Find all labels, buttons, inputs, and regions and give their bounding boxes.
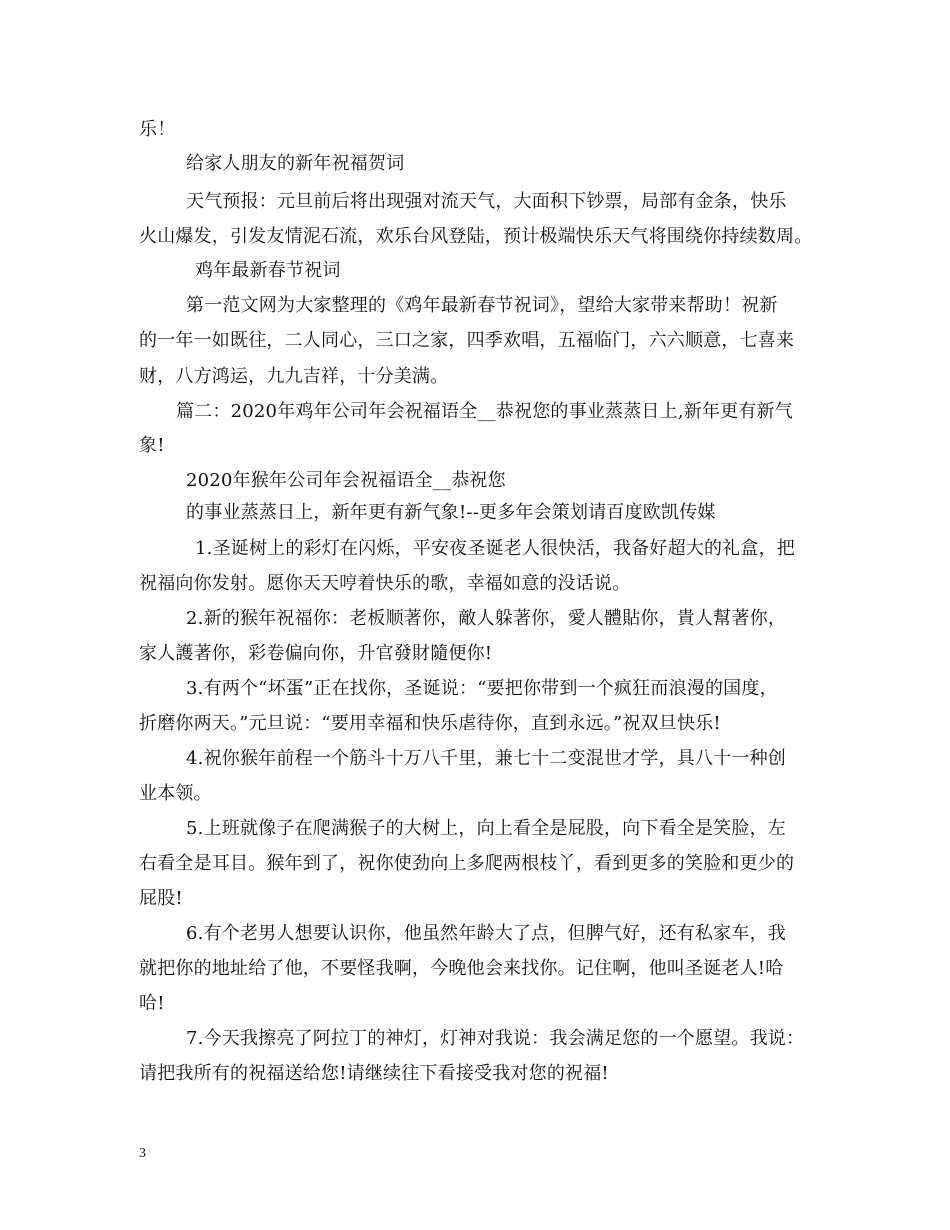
section-heading: 鸡年最新春节祝词 <box>195 260 341 281</box>
page-number: 3 <box>139 1146 146 1161</box>
text-line: 哈! <box>139 993 165 1014</box>
text-line: 屁股! <box>139 888 183 909</box>
list-item: 7.今天我擦亮了阿拉丁的神灯，灯神对我说：我会满足您的一个愿望。我说： <box>186 1028 805 1049</box>
text-line: 右看全是耳目。猴年到了，祝你使劲向上多爬两根枝丫，看到更多的笑脸和更少的 <box>139 853 795 874</box>
text-line: 篇二：2020年鸡年公司年会祝福语全__恭祝您的事业蒸蒸日上,新年更有新气 <box>176 401 793 422</box>
text-line: 折磨你两天。”元旦说：“要用幸福和快乐虐待你，直到永远。”祝双旦快乐! <box>139 713 721 734</box>
list-item: 6.有个老男人想要认识你，他虽然年龄大了点，但脾气好，还有私家车，我 <box>186 923 786 944</box>
section-heading: 给家人朋友的新年祝福贺词 <box>186 153 405 174</box>
text-line: 请把我所有的祝福送给您!请继续往下看接受我对您的祝福! <box>139 1063 609 1084</box>
text-line: 祝福向你发射。愿你天天哼着快乐的歌，幸福如意的没话说。 <box>139 573 631 594</box>
text-line: 就把你的地址给了他，不要怪我啊，今晚他会来找你。记住啊，他叫圣诞老人!哈 <box>139 958 784 979</box>
text-line: 财，八方鸿运，九九吉祥，十分美满。 <box>139 366 449 387</box>
text-line: 家人護著你，彩卷偏向你，升官發財隨便你! <box>139 643 493 664</box>
text-line: 2020年猴年公司年会祝福语全__恭祝您 <box>186 470 506 491</box>
list-item: 2.新的猴年祝福你：老板顺著你，敵人躲著你，愛人體貼你，貴人幫著你， <box>186 608 786 629</box>
text-line: 象! <box>139 435 165 456</box>
list-item: 4.祝你猴年前程一个筋斗十万八千里，兼七十二变混世才学，具八十一种创 <box>186 748 786 769</box>
text-line: 天气预报：元旦前后将出现强对流天气，大面积下钞票，局部有金条，快乐 <box>186 191 787 212</box>
text-line: 火山爆发，引发友情泥石流，欢乐台风登陆，预计极端快乐天气将围绕你持续数周。 <box>139 226 813 247</box>
text-line: 业本领。 <box>139 783 212 804</box>
list-item: 1.圣诞树上的彩灯在闪烁，平安夜圣诞老人很快活，我备好超大的礼盒，把 <box>195 538 795 559</box>
text-line: 的一年一如既往，二人同心，三口之家，四季欢唱，五福临门，六六顺意，七喜来 <box>139 330 795 351</box>
text-line: 乐！ <box>139 119 176 140</box>
list-item: 5.上班就像子在爬满猴子的大树上，向上看全是屁股，向下看全是笑脸，左 <box>186 818 786 839</box>
list-item: 3.有两个“坏蛋”正在找你，圣诞说：“要把你带到一个疯狂而浪漫的国度， <box>186 678 778 699</box>
text-line: 第一范文网为大家整理的《鸡年最新春节祝词》，望给大家带来帮助！祝新 <box>186 295 778 316</box>
text-line: 的事业蒸蒸日上，新年更有新气象!--更多年会策划请百度欧凯传媒 <box>186 502 716 523</box>
